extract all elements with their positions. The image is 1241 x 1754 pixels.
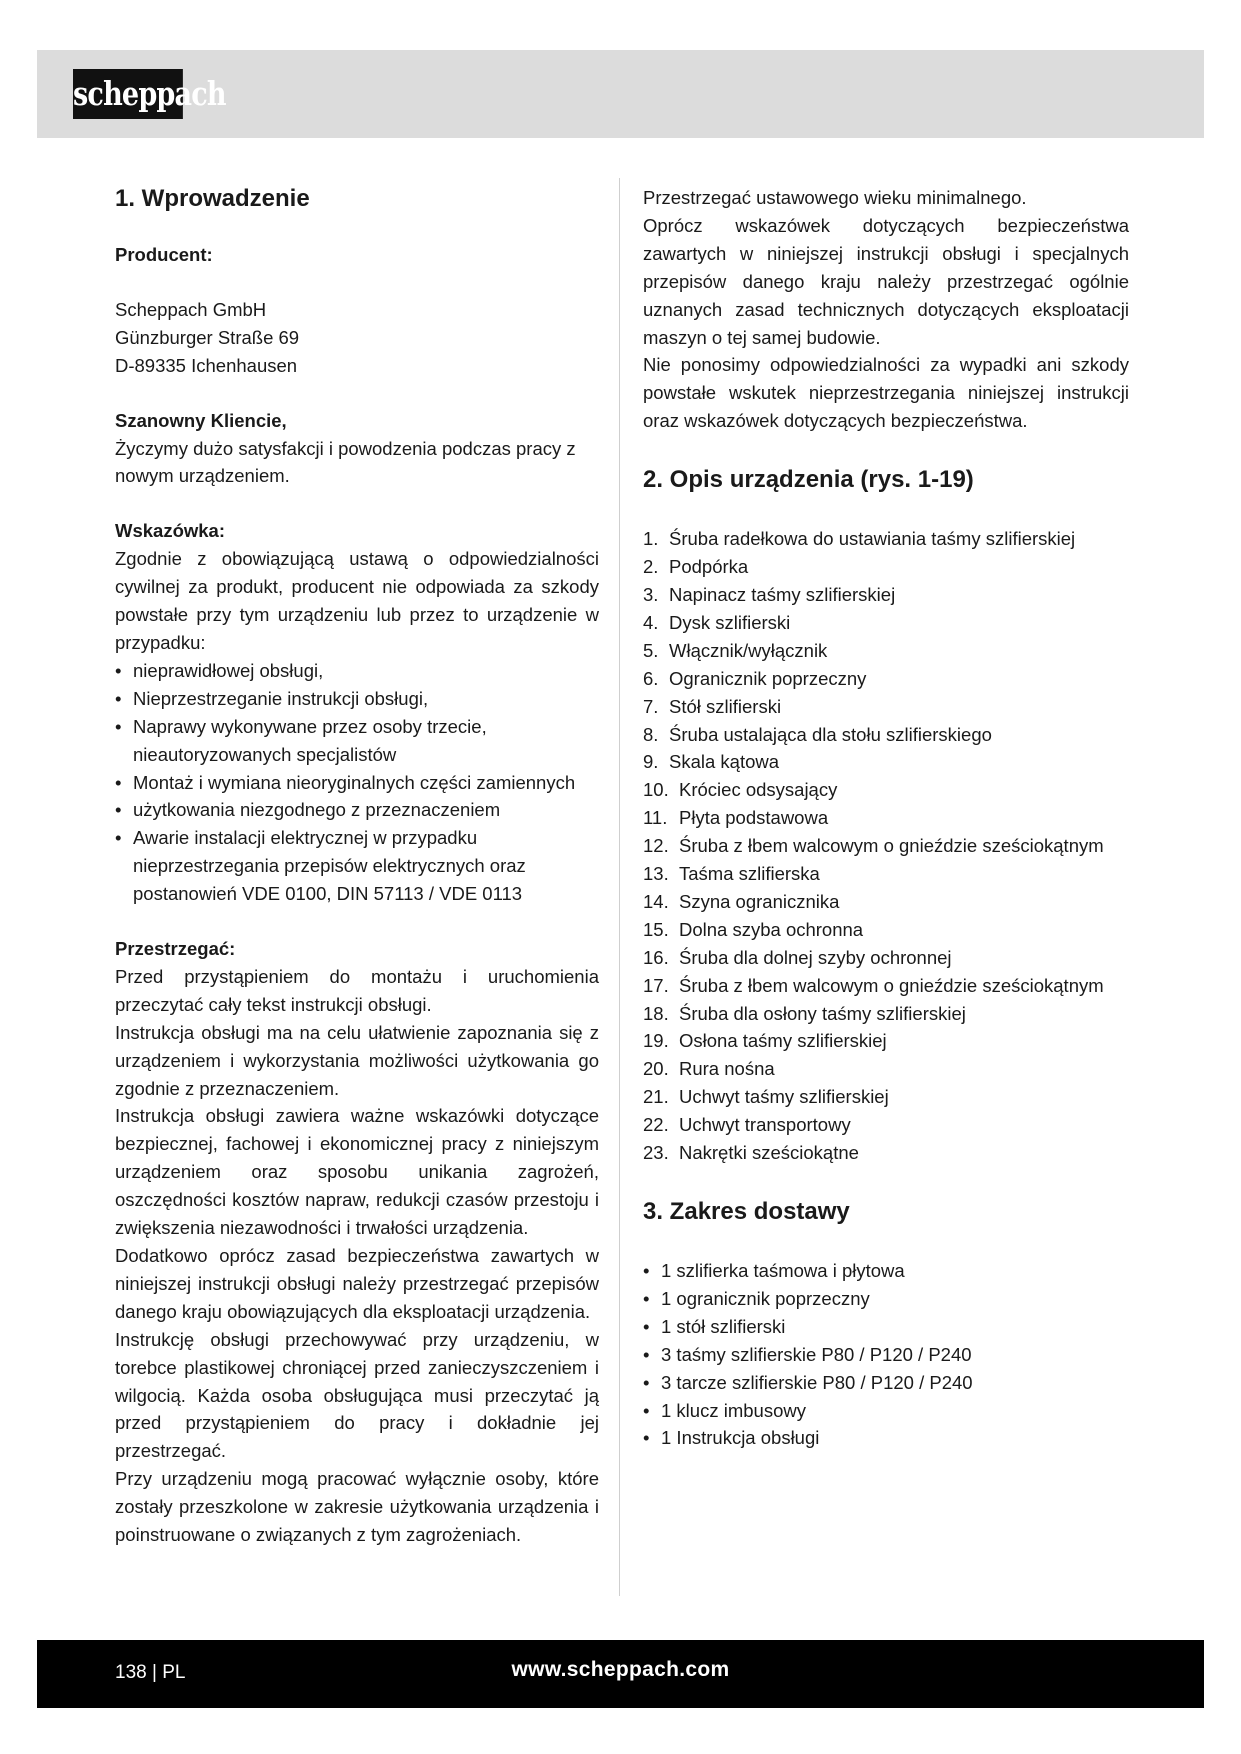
part-number: 6.: [643, 667, 659, 689]
part-text: Płyta podstawowa: [679, 807, 829, 829]
part-item: [643, 525, 1129, 553]
scheppach-logo: scheppach: [73, 69, 183, 119]
website-link[interactable]: www.scheppach.com: [511, 1658, 730, 1681]
part-number: 22.: [643, 1114, 669, 1136]
page-header: [37, 50, 1204, 138]
part-text: Śruba dla dolnej szyby ochronnej: [679, 946, 952, 968]
part-item: [643, 1000, 1129, 1028]
part-number: 13.: [643, 863, 669, 885]
part-text: Osłona taśmy szlifierskiej: [679, 1030, 887, 1052]
part-text: Śruba ustalająca dla stołu szlifierskiego: [669, 723, 992, 745]
part-number: 21.: [643, 1086, 669, 1108]
part-number: 17.: [643, 974, 669, 996]
part-text: Nakrętki sześciokątne: [679, 1142, 859, 1164]
part-text: Rura nośna: [679, 1058, 775, 1080]
observe-paragraph: Instrukcja obsługi ma na celu ułatwienie zapoznania się z urządzeniem i wykorzystania możliwości użytkowania go zgodnie z przeznaczeniem.: [115, 1021, 599, 1099]
part-text: Śruba radełkowa do ustawiania taśmy szlifierskiej: [669, 528, 1076, 550]
part-item: [643, 1027, 1129, 1055]
part-number: 9.: [643, 751, 659, 773]
observe-paragraph: Instrukcja obsługi zawiera ważne wskazówki dotyczące bezpiecznej, fachowej i ekonomicznej pracy z niniejszym urządzeniem oraz sposobu unikania zagrożeń, oszczędności kosztów napraw, redukcji czasów przestoju i zwiększenia niezawodności i trwałości urządzenia.: [115, 1105, 599, 1239]
part-item: [643, 916, 1129, 944]
part-text: Śruba dla osłony taśmy szlifierskiej: [679, 1002, 966, 1024]
part-item: [643, 553, 1129, 581]
list-item: • Naprawy wykonywane przez osoby trzecie, nieautoryzowanych specjalistów: [115, 713, 599, 769]
part-number: 2.: [643, 556, 659, 578]
part-item: [643, 860, 1129, 888]
part-item: [643, 1111, 1129, 1139]
list-item: • 1 stół szlifierski: [643, 1313, 1129, 1341]
part-text: Napinacz taśmy szlifierskiej: [669, 583, 896, 605]
delivery-list: [643, 1257, 1129, 1452]
part-item: [643, 1083, 1129, 1111]
part-text: Śruba z łbem walcowym o gnieździe sześciokątnym: [679, 974, 1104, 996]
observe-paragraph: Dodatkowo oprócz zasad bezpieczeństwa zawartych w niniejszej instrukcji obsługi należy przestrzegać przepisów danego kraju obowiązujących dla eksploatacji urządzenia.: [115, 1245, 599, 1322]
dear-customer-text: Życzymy dużo satysfakcji i powodzenia podczas pracy z nowym urządzeniem.: [115, 437, 576, 487]
observe-paragraph: Przy urządzeniu mogą pracować wyłącznie osoby, które zostały przeszkolone w zakresie użytkowania urządzenia i poinstruowane o związanych z tym zagrożeniach.: [115, 1468, 599, 1546]
part-text: Taśma szlifierska: [679, 863, 820, 885]
part-number: 20.: [643, 1058, 669, 1080]
part-item: [643, 693, 1129, 721]
part-number: 16.: [643, 946, 669, 968]
list-item: • 1 ogranicznik poprzeczny: [643, 1285, 1129, 1313]
part-item: [643, 665, 1129, 693]
section-3-title: 3. Zakres dostawy: [643, 1198, 850, 1225]
part-item: [643, 832, 1129, 860]
list-item: • 1 klucz imbusowy: [643, 1397, 1129, 1425]
producer-label: Producent:: [115, 244, 213, 265]
observe-label: Przestrzegać:: [115, 938, 236, 960]
parts-list: [643, 525, 1129, 1167]
part-number: 12.: [643, 835, 669, 857]
part-item: [643, 609, 1129, 637]
part-number: 23.: [643, 1142, 669, 1164]
observe-paragraph: Instrukcję obsługi przechowywać przy urządzeniu, w torebce plastikowej chroniącej przed zanieczyszczeniem i wilgocią. Każda osoba obsługująca musi przeczytać ją przed przystąpieniem do pracy i dokładnie jej przestrzegać.: [115, 1328, 599, 1462]
column-divider: [619, 178, 620, 1596]
part-number: 19.: [643, 1030, 669, 1052]
part-text: Dolna szyba ochronna: [679, 918, 864, 940]
part-item: [643, 776, 1129, 804]
part-text: Dysk szlifierski: [669, 611, 791, 633]
part-text: Podpórka: [669, 556, 749, 578]
part-item: [643, 637, 1129, 665]
observe-paragraph: Przed przystąpieniem do montażu i uruchomienia przeczytać cały tekst instrukcji obsługi.: [115, 965, 599, 1015]
note-text: Zgodnie z obowiązującą ustawą o odpowiedzialności cywilnej za produkt, producent nie odpowiada za szkody powstałe przy tym urządzeniu lub przez to urządzenie w przypadku:: [115, 548, 599, 653]
part-text: Szyna ogranicznika: [679, 890, 840, 912]
part-text: Skala kątowa: [669, 751, 780, 773]
part-text: Uchwyt transportowy: [679, 1114, 851, 1136]
part-number: 5.: [643, 639, 659, 661]
address-line-1: Scheppach GmbH: [115, 298, 267, 320]
part-item: [643, 581, 1129, 609]
note-list: [115, 657, 599, 908]
part-number: 8.: [643, 723, 659, 745]
list-item: • 1 szlifierka taśmowa i płytowa: [643, 1257, 1129, 1285]
part-item: [643, 1055, 1129, 1083]
part-text: Uchwyt taśmy szlifierskiej: [679, 1086, 889, 1108]
part-item: [643, 1139, 1129, 1167]
part-number: 1.: [643, 528, 659, 550]
part-number: 18.: [643, 1002, 669, 1024]
list-item: • 3 taśmy szlifierskie P80 / P120 / P240: [643, 1341, 1129, 1369]
intro-paragraph: Oprócz wskazówek dotyczących bezpieczeństwa zawartych w niniejszej instrukcji obsługi i specjalnych przepisów danego kraju należy przestrzegać ogólnie uznanych zasad technicznych dotyczących eksploatacji maszyn o tej samej budowie.: [643, 214, 1129, 348]
address-line-2: Günzburger Straße 69: [115, 326, 300, 348]
page-footer: [37, 1640, 1204, 1708]
address-line-3: D-89335 Ichenhausen: [115, 354, 298, 376]
section-2-title: 2. Opis urządzenia (rys. 1-19): [643, 466, 974, 494]
dear-customer-label: Szanowny Kliencie,: [115, 409, 287, 431]
left-column: [115, 184, 599, 1549]
part-number: 7.: [643, 695, 659, 717]
part-item: [643, 972, 1129, 1000]
part-number: 3.: [643, 583, 659, 605]
page-number: 138 | PL: [115, 1662, 186, 1683]
list-item: • użytkowania niezgodnego z przeznaczeniem: [115, 796, 599, 824]
part-number: 4.: [643, 611, 659, 633]
list-item: • Montaż i wymiana nieoryginalnych części zamiennych: [115, 769, 599, 797]
list-item: • nieprawidłowej obsługi,: [115, 657, 599, 685]
part-text: Śruba z łbem walcowym o gnieździe sześciokątnym: [679, 835, 1104, 857]
intro-paragraph: Nie ponosimy odpowiedzialności za wypadki ani szkody powstałe wskutek nieprzestrzegania niniejszej instrukcji oraz wskazówek dotyczących bezpieczeństwa.: [643, 354, 1129, 432]
part-item: [643, 748, 1129, 776]
list-item: • 3 tarcze szlifierskie P80 / P120 / P240: [643, 1369, 1129, 1397]
part-text: Włącznik/wyłącznik: [669, 639, 828, 661]
list-item: • Nieprzestrzeganie instrukcji obsługi,: [115, 685, 599, 713]
list-item: • 1 Instrukcja obsługi: [643, 1424, 1129, 1452]
part-text: Ogranicznik poprzeczny: [669, 667, 867, 689]
part-number: 14.: [643, 890, 669, 912]
section-1-title: 1. Wprowadzenie: [115, 185, 310, 212]
right-column: [643, 184, 1129, 1452]
part-text: Stół szlifierski: [669, 695, 782, 717]
part-item: [643, 804, 1129, 832]
part-number: 10.: [643, 779, 669, 801]
part-item: [643, 721, 1129, 749]
part-item: [643, 888, 1129, 916]
part-number: 11.: [643, 807, 668, 829]
list-item: • Awarie instalacji elektrycznej w przypadku nieprzestrzegania przepisów elektrycznych oraz postanowień VDE 0100, DIN 57113 / VDE 0113: [115, 824, 599, 908]
intro-paragraph: Przestrzegać ustawowego wieku minimalnego.: [643, 187, 1027, 208]
part-item: [643, 944, 1129, 972]
part-text: Króciec odsysający: [679, 779, 838, 801]
part-number: 15.: [643, 918, 669, 940]
note-label: Wskazówka:: [115, 520, 226, 542]
